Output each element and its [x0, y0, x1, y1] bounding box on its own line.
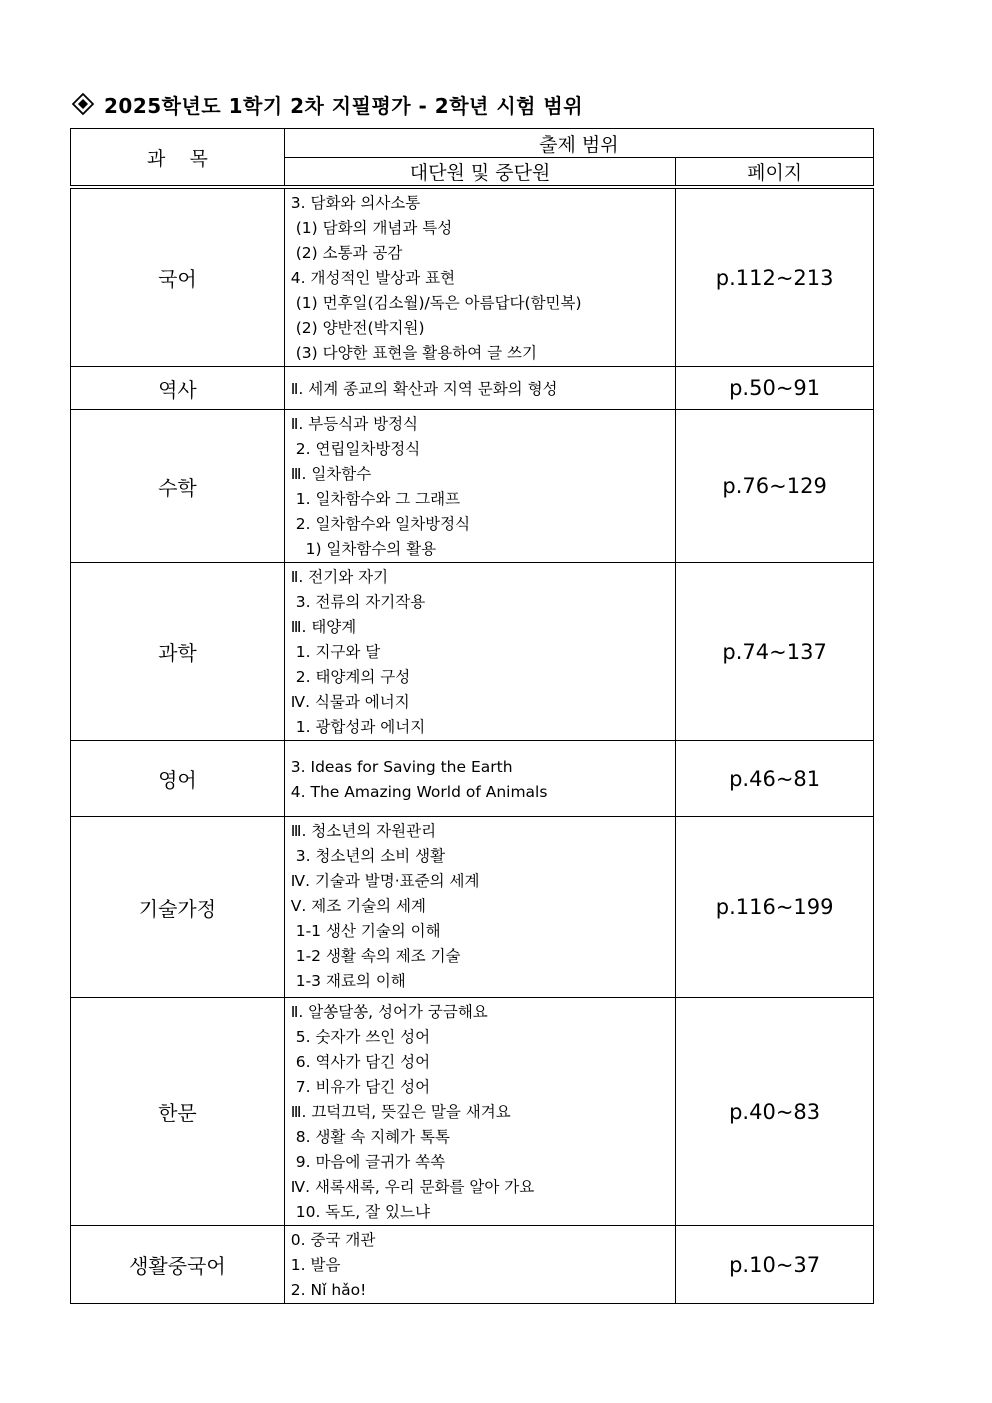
subject-name: 영어: [71, 741, 285, 817]
scope-line: 1. 일차함수와 그 그래프: [290, 490, 461, 508]
scope-line: 3. 전류의 자기작용: [290, 593, 426, 611]
scope-line: Ⅱ. 전기와 자기: [290, 568, 389, 586]
scope-units: [284, 367, 675, 410]
scope-line: 3. 청소년의 소비 생활: [290, 847, 446, 865]
scope-line: (1) 담화의 개념과 특성: [290, 219, 453, 237]
page-range: p.50~91: [676, 367, 874, 410]
scope-line: 4. The Amazing World of Animals: [290, 782, 548, 801]
scope-units: [284, 410, 675, 563]
scope-line: (3) 다양한 표현을 활용하여 글 쓰기: [290, 344, 537, 362]
exam-scope-table: [70, 128, 874, 1304]
subject-name: 한문: [71, 998, 285, 1226]
scope-line: 2. 일차함수와 일차방정식: [290, 515, 471, 533]
page-range: p.74~137: [676, 563, 874, 741]
scope-line: 3. 담화와 의사소통: [290, 194, 421, 212]
scope-line: 1-3 재료의 이해: [290, 972, 406, 990]
page-range: p.112~213: [676, 187, 874, 367]
scope-line: 2. Nǐ hǎo!: [290, 1281, 367, 1299]
header-row-top: [71, 129, 874, 158]
scope-line: 1. 발음: [290, 1256, 341, 1274]
header-pages: 페이지: [676, 158, 874, 188]
diamond-bullet-icon: [72, 93, 94, 115]
scope-line: Ⅳ. 기술과 발명·표준의 세계: [290, 872, 480, 890]
scope-line: 1. 지구와 달: [290, 643, 381, 661]
scope-units: [284, 563, 675, 741]
subject-row: [71, 410, 874, 563]
page-range: p.116~199: [676, 817, 874, 998]
scope-line: Ⅱ. 부등식과 방정식: [290, 415, 419, 433]
subject-row: [71, 1226, 874, 1304]
header-subject: 과 목: [71, 129, 285, 188]
scope-line: Ⅲ. 태양계: [290, 618, 357, 636]
subject-name: 과학: [71, 563, 285, 741]
document-title: [72, 88, 583, 120]
scope-line: (2) 소통과 공감: [290, 244, 403, 262]
scope-line: Ⅳ. 식물과 에너지: [290, 693, 410, 711]
subject-row: [71, 187, 874, 367]
page-range: p.76~129: [676, 410, 874, 563]
subject-row: [71, 817, 874, 998]
scope-line: 1-2 생활 속의 제조 기술: [290, 947, 461, 965]
page-range: p.10~37: [676, 1226, 874, 1304]
scope-line: 3. Ideas for Saving the Earth: [290, 757, 513, 776]
scope-units: [284, 1226, 675, 1304]
subject-name: 생활중국어: [71, 1226, 285, 1304]
scope-line: (2) 양반전(박지원): [290, 319, 425, 337]
subject-name: 수학: [71, 410, 285, 563]
subject-row: [71, 741, 874, 817]
subject-name: 국어: [71, 187, 285, 367]
scope-line: (1) 먼후일(김소월)/독은 아름답다(함민복): [290, 294, 582, 312]
scope-units: [284, 998, 675, 1226]
scope-line: 1-1 생산 기술의 이해: [290, 922, 441, 940]
page-range: p.46~81: [676, 741, 874, 817]
scope-line: Ⅱ. 알쏭달쏭, 성어가 궁금해요: [290, 1003, 488, 1021]
scope-line: Ⅴ. 제조 기술의 세계: [290, 897, 426, 915]
scope-line: Ⅲ. 청소년의 자원관리: [290, 822, 437, 840]
header-units: 대단원 및 중단원: [284, 158, 675, 188]
subject-row: [71, 367, 874, 410]
scope-line: 9. 마음에 글귀가 쏙쏙: [290, 1153, 446, 1171]
scope-line: Ⅳ. 새록새록, 우리 문화를 알아 가요: [290, 1178, 535, 1196]
scope-units: [284, 817, 675, 998]
scope-line: Ⅲ. 일차함수: [290, 465, 372, 483]
header-scope: 출제 범위: [284, 129, 873, 158]
scope-line: Ⅲ. 끄덕끄덕, 뜻깊은 말을 새겨요: [290, 1103, 511, 1121]
scope-line: 2. 연립일차방정식: [290, 440, 421, 458]
scope-line: 10. 독도, 잘 있느냐: [290, 1203, 430, 1221]
scope-line: 0. 중국 개관: [290, 1231, 376, 1249]
scope-units: [284, 187, 675, 367]
scope-line: 4. 개성적인 발상과 표현: [290, 269, 456, 287]
scope-line: 1) 일차함수의 활용: [290, 540, 437, 558]
scope-line: 1. 광합성과 에너지: [290, 718, 426, 736]
document-title-text: 2025학년도 1학기 2차 지필평가 - 2학년 시험 범위: [104, 93, 584, 118]
subject-row: [71, 998, 874, 1226]
subject-name: 기술가정: [71, 817, 285, 998]
page-range: p.40~83: [676, 998, 874, 1226]
subject-name: 역사: [71, 367, 285, 410]
scope-line: 6. 역사가 담긴 성어: [290, 1053, 431, 1071]
scope-line: 8. 생활 속 지혜가 톡톡: [290, 1128, 451, 1146]
scope-line: 5. 숫자가 쓰인 성어: [290, 1028, 431, 1046]
scope-units: [284, 741, 675, 817]
subject-row: [71, 563, 874, 741]
scope-line: 2. 태양계의 구성: [290, 668, 411, 686]
scope-line: Ⅱ. 세계 종교의 확산과 지역 문화의 형성: [290, 379, 558, 398]
scope-line: 7. 비유가 담긴 성어: [290, 1078, 431, 1096]
